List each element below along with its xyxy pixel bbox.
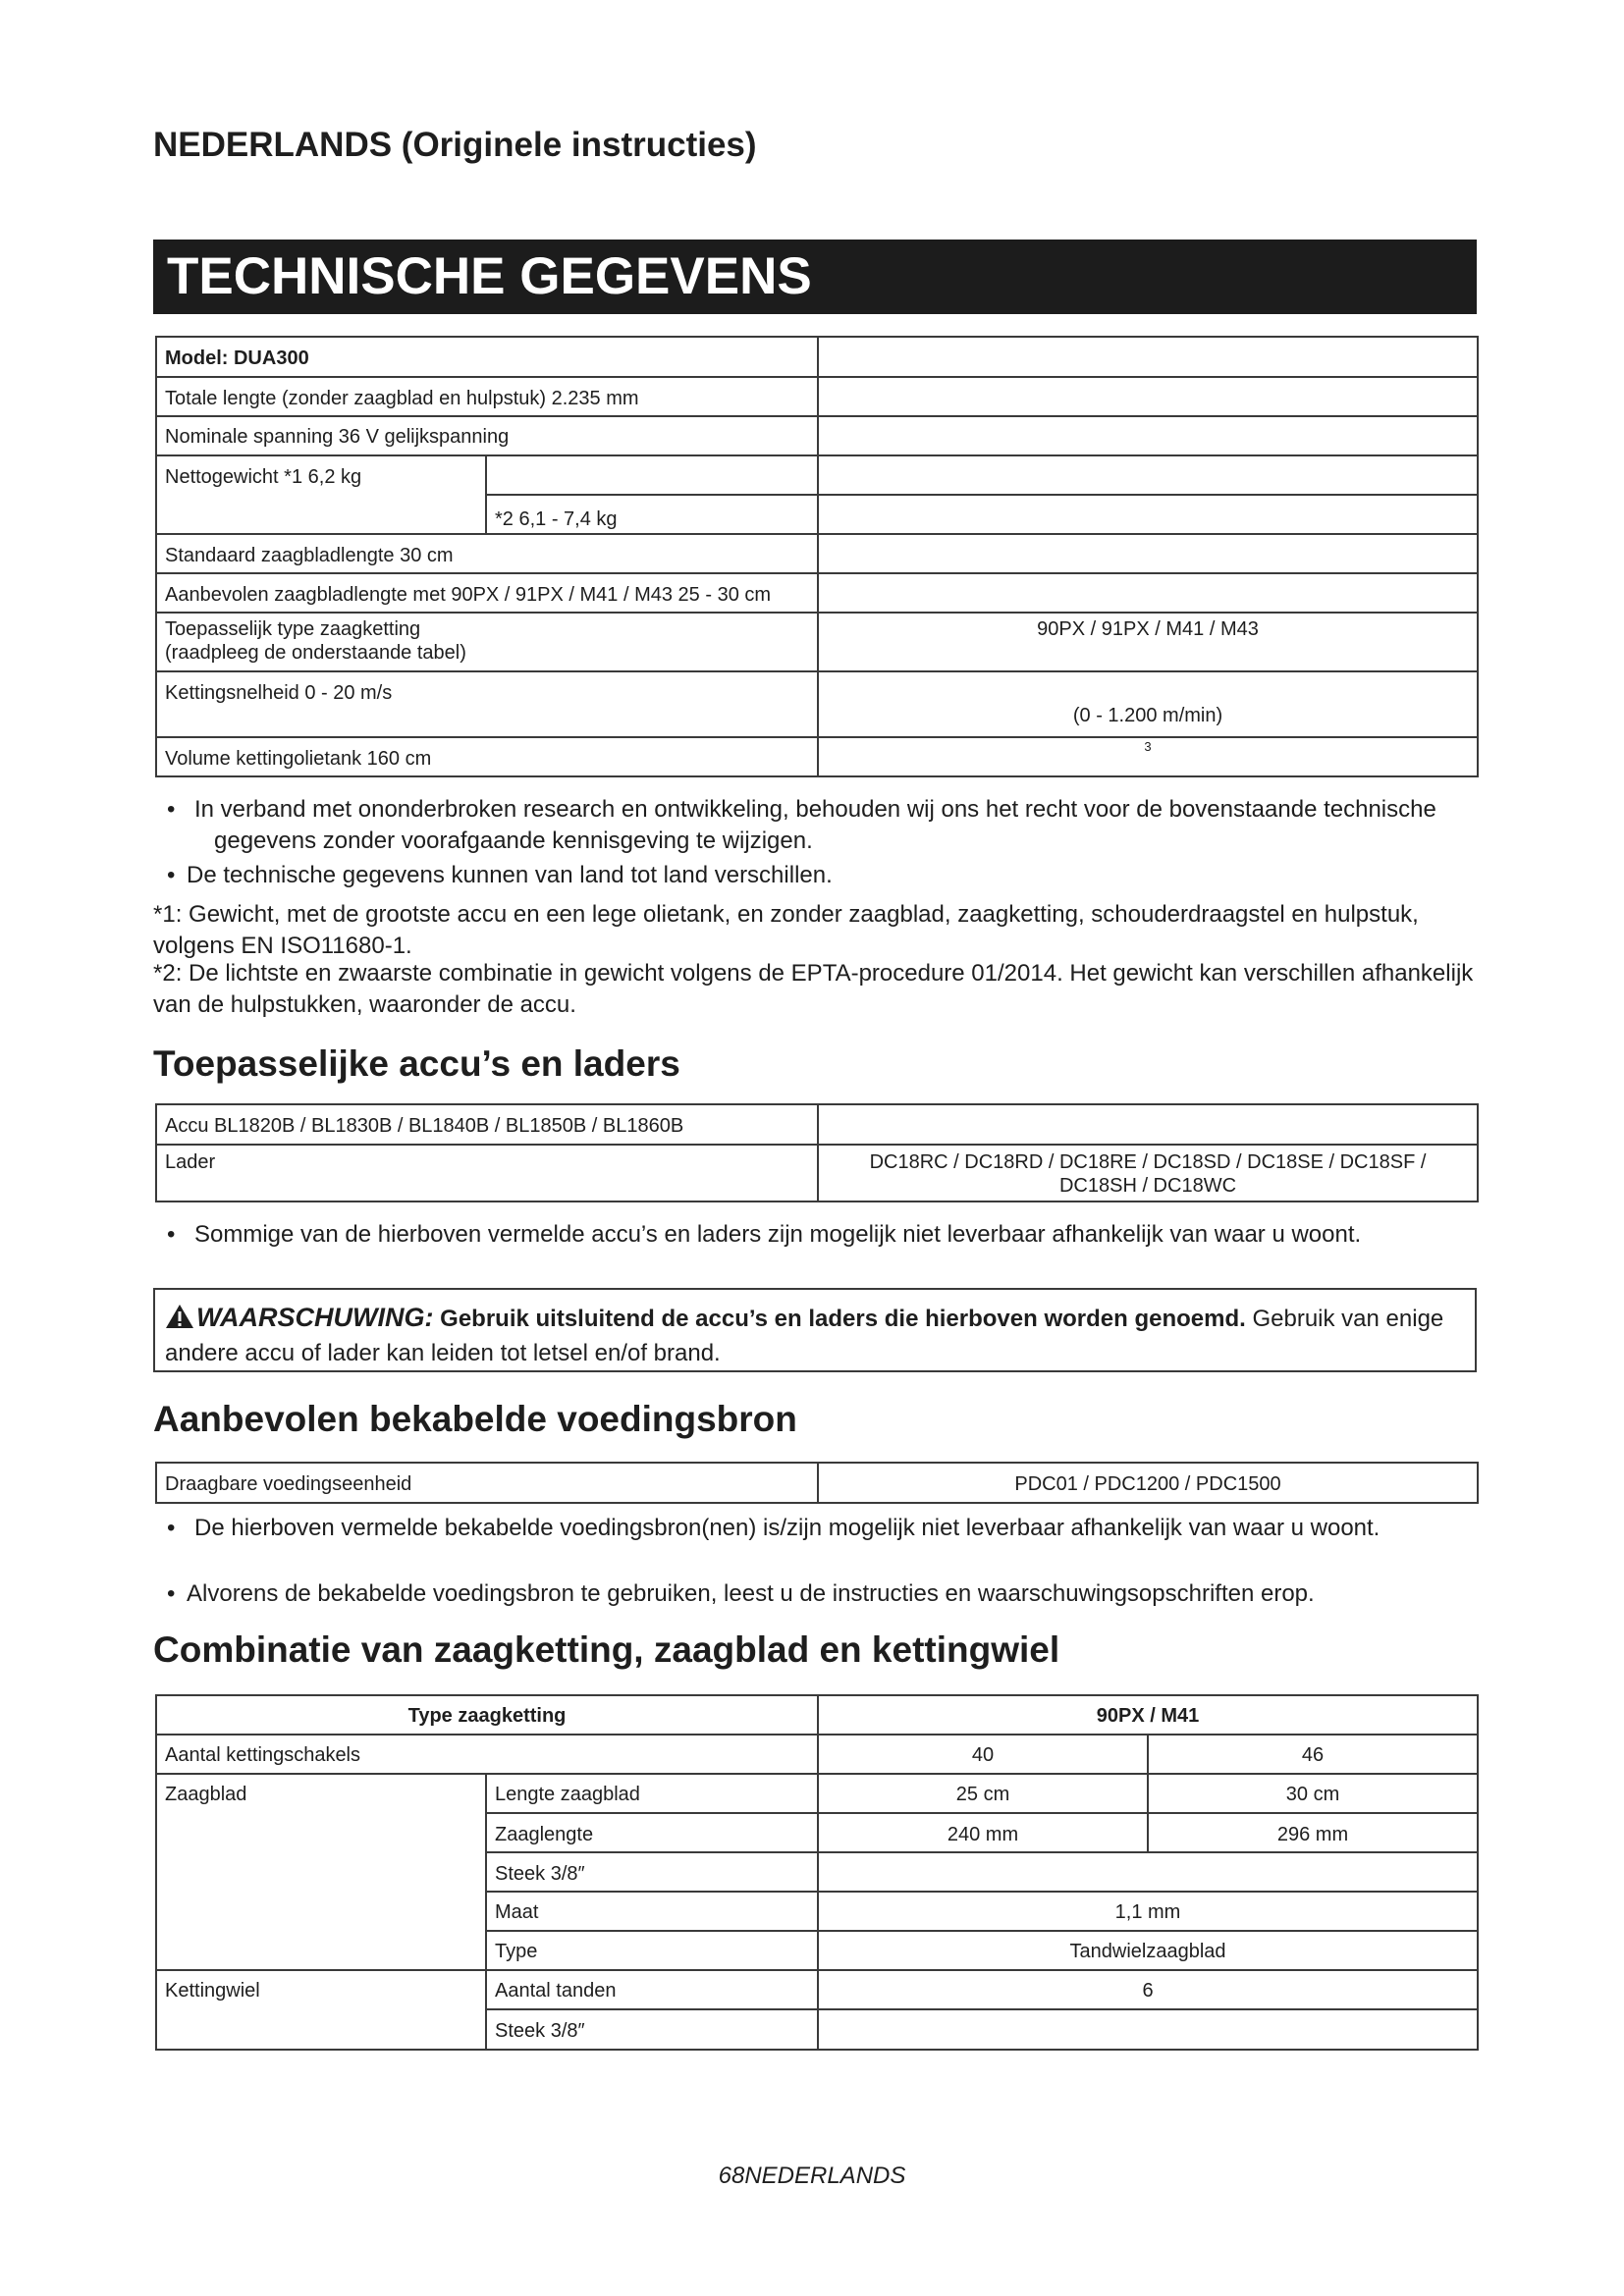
warning-text: Gebruik van enige andere accu of lader kan leiden tot letsel en/of brand. (165, 1306, 1444, 1366)
combo-links-40: 40 (818, 1735, 1148, 1774)
spec-standard-bar-length-value (818, 534, 1478, 573)
spec-recommended-bar-length-value (818, 573, 1478, 613)
spec-model-value (818, 337, 1478, 377)
charger-models (818, 1145, 1478, 1201)
spec-oil-tank-volume: Volume kettingolietank 160 cm (156, 737, 818, 776)
spec-chain-type-line-2: (raadpleeg de onderstaande tabel) (165, 642, 466, 664)
batteries-table (155, 1103, 1479, 1202)
bullet-dot: • (167, 1221, 176, 1248)
combo-sprocket-label: Kettingwiel (156, 1970, 486, 2050)
bullet-dot: • (167, 1515, 176, 1541)
combo-pitch-value (818, 1852, 1478, 1892)
combo-teeth-value: 6 (818, 1970, 1478, 2009)
spec-standard-bar-length: Standaard zaagbladlengte 30 cm (156, 534, 818, 573)
note-country-text: De technische gegevens kunnen van land tot land verschillen. (187, 862, 833, 888)
spec-recommended-bar-length: Aanbevolen zaagbladlengte met 90PX / 91PX / M41 / M43 25 - 30 cm (156, 573, 818, 613)
combo-cut-length-240: 240 mm (818, 1813, 1148, 1852)
combo-type-value: Tandwielzaagblad (818, 1931, 1478, 1970)
combo-cut-length-296: 296 mm (1148, 1813, 1478, 1852)
combo-cut-length-label: Zaaglengte (486, 1813, 818, 1852)
warning-label: WAARSCHUWING: (196, 1303, 434, 1332)
charger-models-line-1: DC18RC / DC18RD / DC18RE / DC18SD / DC18SE / DC18SF / (869, 1151, 1427, 1173)
bullet-dot: • (167, 796, 176, 823)
warning-box (153, 1288, 1477, 1372)
bullet-dot: • (167, 862, 176, 888)
spec-net-weight-2-value (818, 495, 1478, 534)
note-bullet-research (167, 794, 1473, 857)
combo-gauge-label: Maat (486, 1892, 818, 1931)
spec-net-weight: Nettogewicht *1 6,2 kg (156, 455, 486, 534)
power-source-heading: Aanbevolen bekabelde voedingsbron (153, 1399, 797, 1439)
power-source-table (155, 1462, 1479, 1504)
spec-chain-type-line-1: Toepasselijk type zaagketting (165, 618, 421, 640)
combo-gauge-value: 1,1 mm (818, 1892, 1478, 1931)
combo-teeth-label: Aantal tanden (486, 1970, 818, 2009)
bullet-dot: • (167, 1580, 176, 1607)
spec-net-weight-blank (486, 455, 818, 495)
battery-availability-text: Sommige van de hierboven vermelde accu’s en laders zijn mogelijk niet leverbaar afhankelijk van waar u woont. (194, 1221, 1362, 1248)
specifications-table (155, 336, 1479, 777)
power-source-availability-text: De hierboven vermelde bekabelde voedingsbron(nen) is/zijn mogelijk niet leverbaar afhankelijk van waar u woont. (194, 1515, 1380, 1541)
warning-bold-text: Gebruik uitsluitend de accu’s en laders die hierboven worden genoemd. (440, 1306, 1246, 1332)
combo-bar-length-30: 30 cm (1148, 1774, 1478, 1813)
power-source-instructions-text: Alvorens de bekabelde voedingsbron te gebruiken, leest u de instructies en waarschuwingsopschriften erop. (187, 1580, 1315, 1607)
spec-oil-tank-superscript: 3 (818, 737, 1478, 776)
combo-links-46: 46 (1148, 1735, 1478, 1774)
combo-sprocket-pitch-label: Steek 3/8″ (486, 2009, 818, 2050)
combo-header-type: Type zaagketting (156, 1695, 818, 1735)
battery-models-value (818, 1104, 1478, 1145)
spec-nominal-voltage-value (818, 416, 1478, 455)
spec-model: Model: DUA300 (156, 337, 818, 377)
spec-net-weight-2: *2 6,1 - 7,4 kg (486, 495, 818, 534)
spec-chain-type (156, 613, 818, 671)
warning-triangle-icon (165, 1304, 194, 1338)
combo-sprocket-pitch-value (818, 2009, 1478, 2050)
note-bullet-country (167, 860, 1473, 891)
combination-table (155, 1694, 1479, 2051)
power-source-instructions-note (167, 1578, 1473, 1610)
combo-links-label: Aantal kettingschakels (156, 1735, 818, 1774)
section-title-band: TECHNISCHE GEGEVENS (153, 240, 1477, 314)
combo-bar-length-label: Lengte zaagblad (486, 1774, 818, 1813)
charger-label: Lader (156, 1145, 818, 1201)
footnote-1: *1: Gewicht, met de grootste accu en een lege olietank, en zonder zaagblad, zaagketting, schouderdraagstel en hulpstuk, volgens EN ISO11680-1. (153, 901, 1419, 959)
spec-nominal-voltage: Nominale spanning 36 V gelijkspanning (156, 416, 818, 455)
battery-availability-note (167, 1219, 1473, 1251)
spec-net-weight-value (818, 455, 1478, 495)
spec-chain-speed: Kettingsnelheid 0 - 20 m/s (156, 671, 818, 737)
spec-total-length: Totale lengte (zonder zaagblad en hulpstuk) 2.235 mm (156, 377, 818, 416)
batteries-heading: Toepasselijke accu’s en laders (153, 1043, 680, 1084)
language-title: NEDERLANDS (Originele instructies) (153, 126, 757, 164)
power-source-availability-note (167, 1513, 1473, 1544)
power-source-label: Draagbare voedingseenheid (156, 1463, 818, 1503)
combo-bar-length-25: 25 cm (818, 1774, 1148, 1813)
spec-chain-type-value: 90PX / 91PX / M41 / M43 (818, 613, 1478, 671)
battery-models: Accu BL1820B / BL1830B / BL1840B / BL1850B / BL1860B (156, 1104, 818, 1145)
combo-bar-label: Zaagblad (156, 1774, 486, 1970)
spec-total-length-value (818, 377, 1478, 416)
combo-type-label: Type (486, 1931, 818, 1970)
combo-header-model: 90PX / M41 (818, 1695, 1478, 1735)
power-source-value: PDC01 / PDC1200 / PDC1500 (818, 1463, 1478, 1503)
note-research-text: In verband met ononderbroken research en ontwikkeling, behouden wij ons het recht voor de bovenstaande technische gegevens zonder voorafgaande kennisgeving te wijzigen. (194, 796, 1436, 854)
spec-chain-speed-alt: (0 - 1.200 m/min) (818, 671, 1478, 737)
charger-models-line-2: DC18SH / DC18WC (1058, 1175, 1237, 1197)
combo-pitch-label: Steek 3/8″ (486, 1852, 818, 1892)
footnote-2: *2: De lichtste en zwaarste combinatie in gewicht volgens de EPTA-procedure 01/2014. Het gewicht kan verschillen afhankelijk van de hulpstukken, waaronder de accu. (153, 960, 1474, 1018)
combination-heading: Combinatie van zaagketting, zaagblad en kettingwiel (153, 1629, 1060, 1670)
page-footer: 68NEDERLANDS (718, 2163, 906, 2189)
